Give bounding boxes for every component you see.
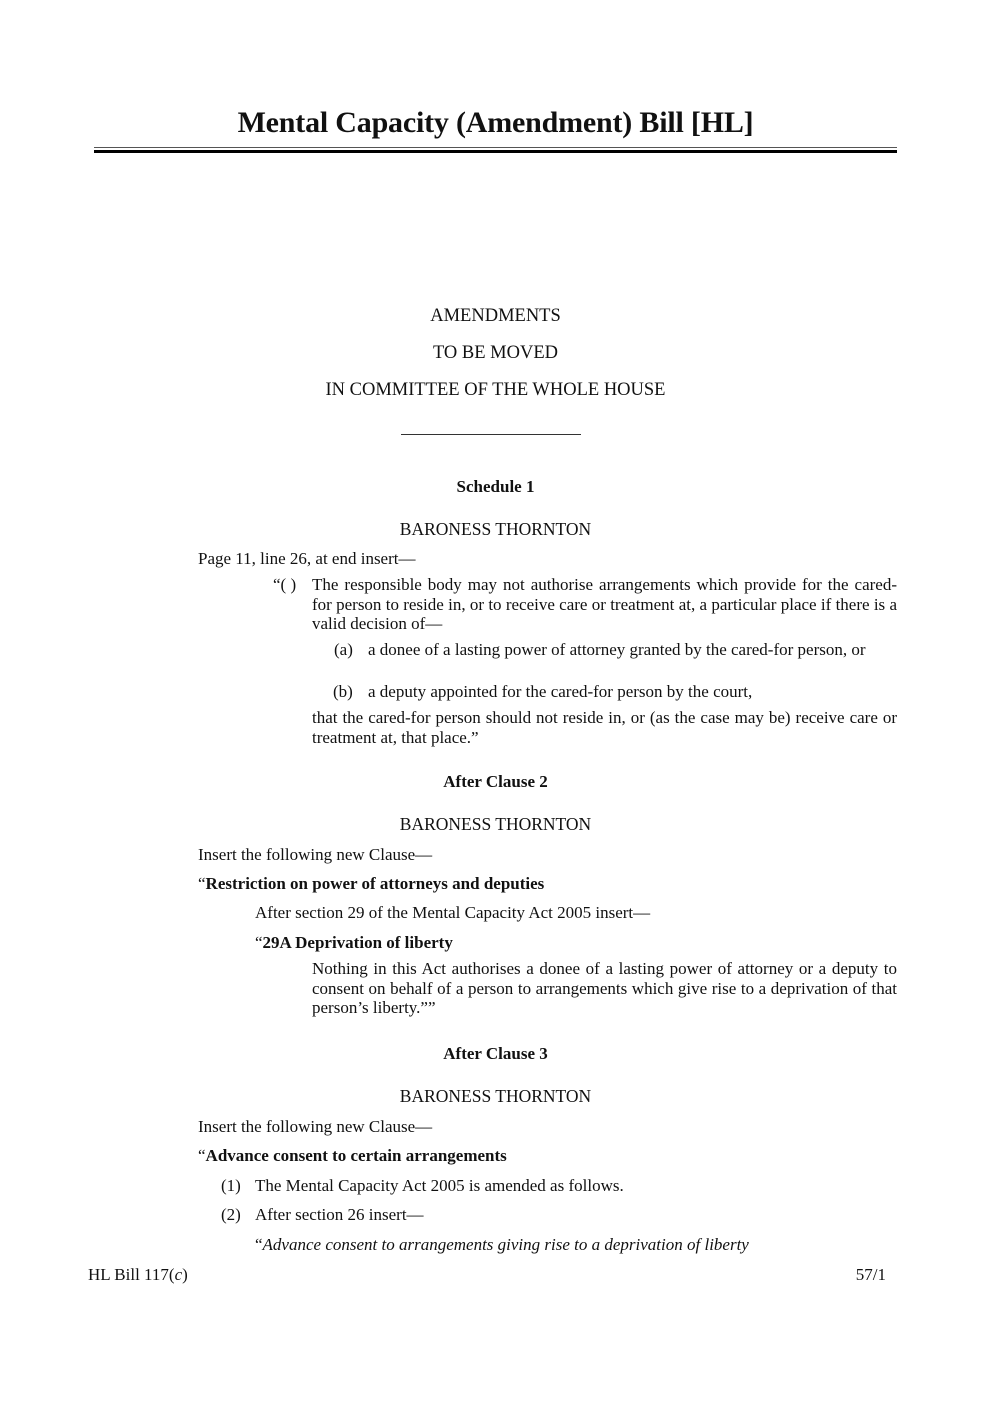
intro-amendments: AMENDMENTS xyxy=(430,306,561,326)
item-a-label: (a) xyxy=(334,640,353,659)
paragraph-marker: “( ) xyxy=(273,575,297,594)
sub-instruction: After section 29 of the Mental Capacity Act 2005 insert— xyxy=(255,903,651,922)
closing-text: that the cared-for person should not reside in, or (as the case may be) receive care or treatment at, that place.” xyxy=(312,708,897,747)
subsection-1-text: The Mental Capacity Act 2005 is amended as follows. xyxy=(255,1176,624,1195)
section-text: Nothing in this Act authorises a donee of a lasting power of attorney or a deputy to consent on behalf of a person to arrangements which give rise to a deprivation of that person’s liberty.”” xyxy=(312,959,897,1017)
clause-title xyxy=(198,1146,507,1166)
mover-name: BARONESS THORNTON xyxy=(399,519,592,539)
paragraph-text: The responsible body may not authorise arrangements which provide for the cared-for person to reside in, or to receive care or treatment at, a particular place if there is a valid decision of— xyxy=(312,575,897,633)
italic-heading xyxy=(255,1235,749,1255)
amendment-instruction: Insert the following new Clause— xyxy=(198,1117,433,1136)
italic-heading-text: Advance consent to arrangements giving rise to a deprivation of liberty xyxy=(262,1235,749,1254)
clause-title-text: Restriction on power of attorneys and deputies xyxy=(205,874,545,893)
amendment-instruction: Page 11, line 26, at end insert— xyxy=(198,549,416,568)
clause-title xyxy=(198,874,544,894)
title-rule-thin xyxy=(94,147,897,148)
section-title-text: 29A Deprivation of liberty xyxy=(262,933,453,952)
section-divider xyxy=(401,434,581,435)
bill-reference xyxy=(88,1265,188,1285)
open-quote: “ xyxy=(198,874,206,893)
subsection-2-label: (2) xyxy=(221,1205,241,1224)
amendment-instruction: Insert the following new Clause— xyxy=(198,845,433,864)
intro-to-be-moved: TO BE MOVED xyxy=(432,343,559,363)
bill-title: Mental Capacity (Amendment) Bill [HL] xyxy=(237,106,754,139)
title-rule-thick xyxy=(94,150,897,153)
bill-ref-prefix: HL Bill 117( xyxy=(88,1265,175,1284)
bill-ref-italic: c xyxy=(174,1265,183,1284)
heading-after-clause-2: After Clause 2 xyxy=(443,772,548,791)
open-quote: “ xyxy=(198,1146,206,1165)
open-quote: “ xyxy=(255,933,263,952)
page-reference: 57/1 xyxy=(855,1265,886,1284)
mover-name: BARONESS THORNTON xyxy=(399,1086,592,1106)
item-b-text: a deputy appointed for the cared-for person by the court, xyxy=(368,682,753,701)
item-a-text: a donee of a lasting power of attorney granted by the cared-for person, or xyxy=(368,640,866,659)
subsection-1-label: (1) xyxy=(221,1176,241,1195)
item-b-label: (b) xyxy=(333,682,353,701)
heading-schedule-1: Schedule 1 xyxy=(456,477,535,496)
mover-name: BARONESS THORNTON xyxy=(399,814,592,834)
heading-after-clause-3: After Clause 3 xyxy=(443,1044,548,1063)
bill-ref-suffix: ) xyxy=(182,1265,188,1284)
open-quote: “ xyxy=(255,1235,263,1254)
intro-committee: IN COMMITTEE OF THE WHOLE HOUSE xyxy=(325,380,666,400)
section-title xyxy=(255,933,453,953)
subsection-2-text: After section 26 insert— xyxy=(255,1205,424,1224)
clause-title-text: Advance consent to certain arrangements xyxy=(205,1146,507,1165)
